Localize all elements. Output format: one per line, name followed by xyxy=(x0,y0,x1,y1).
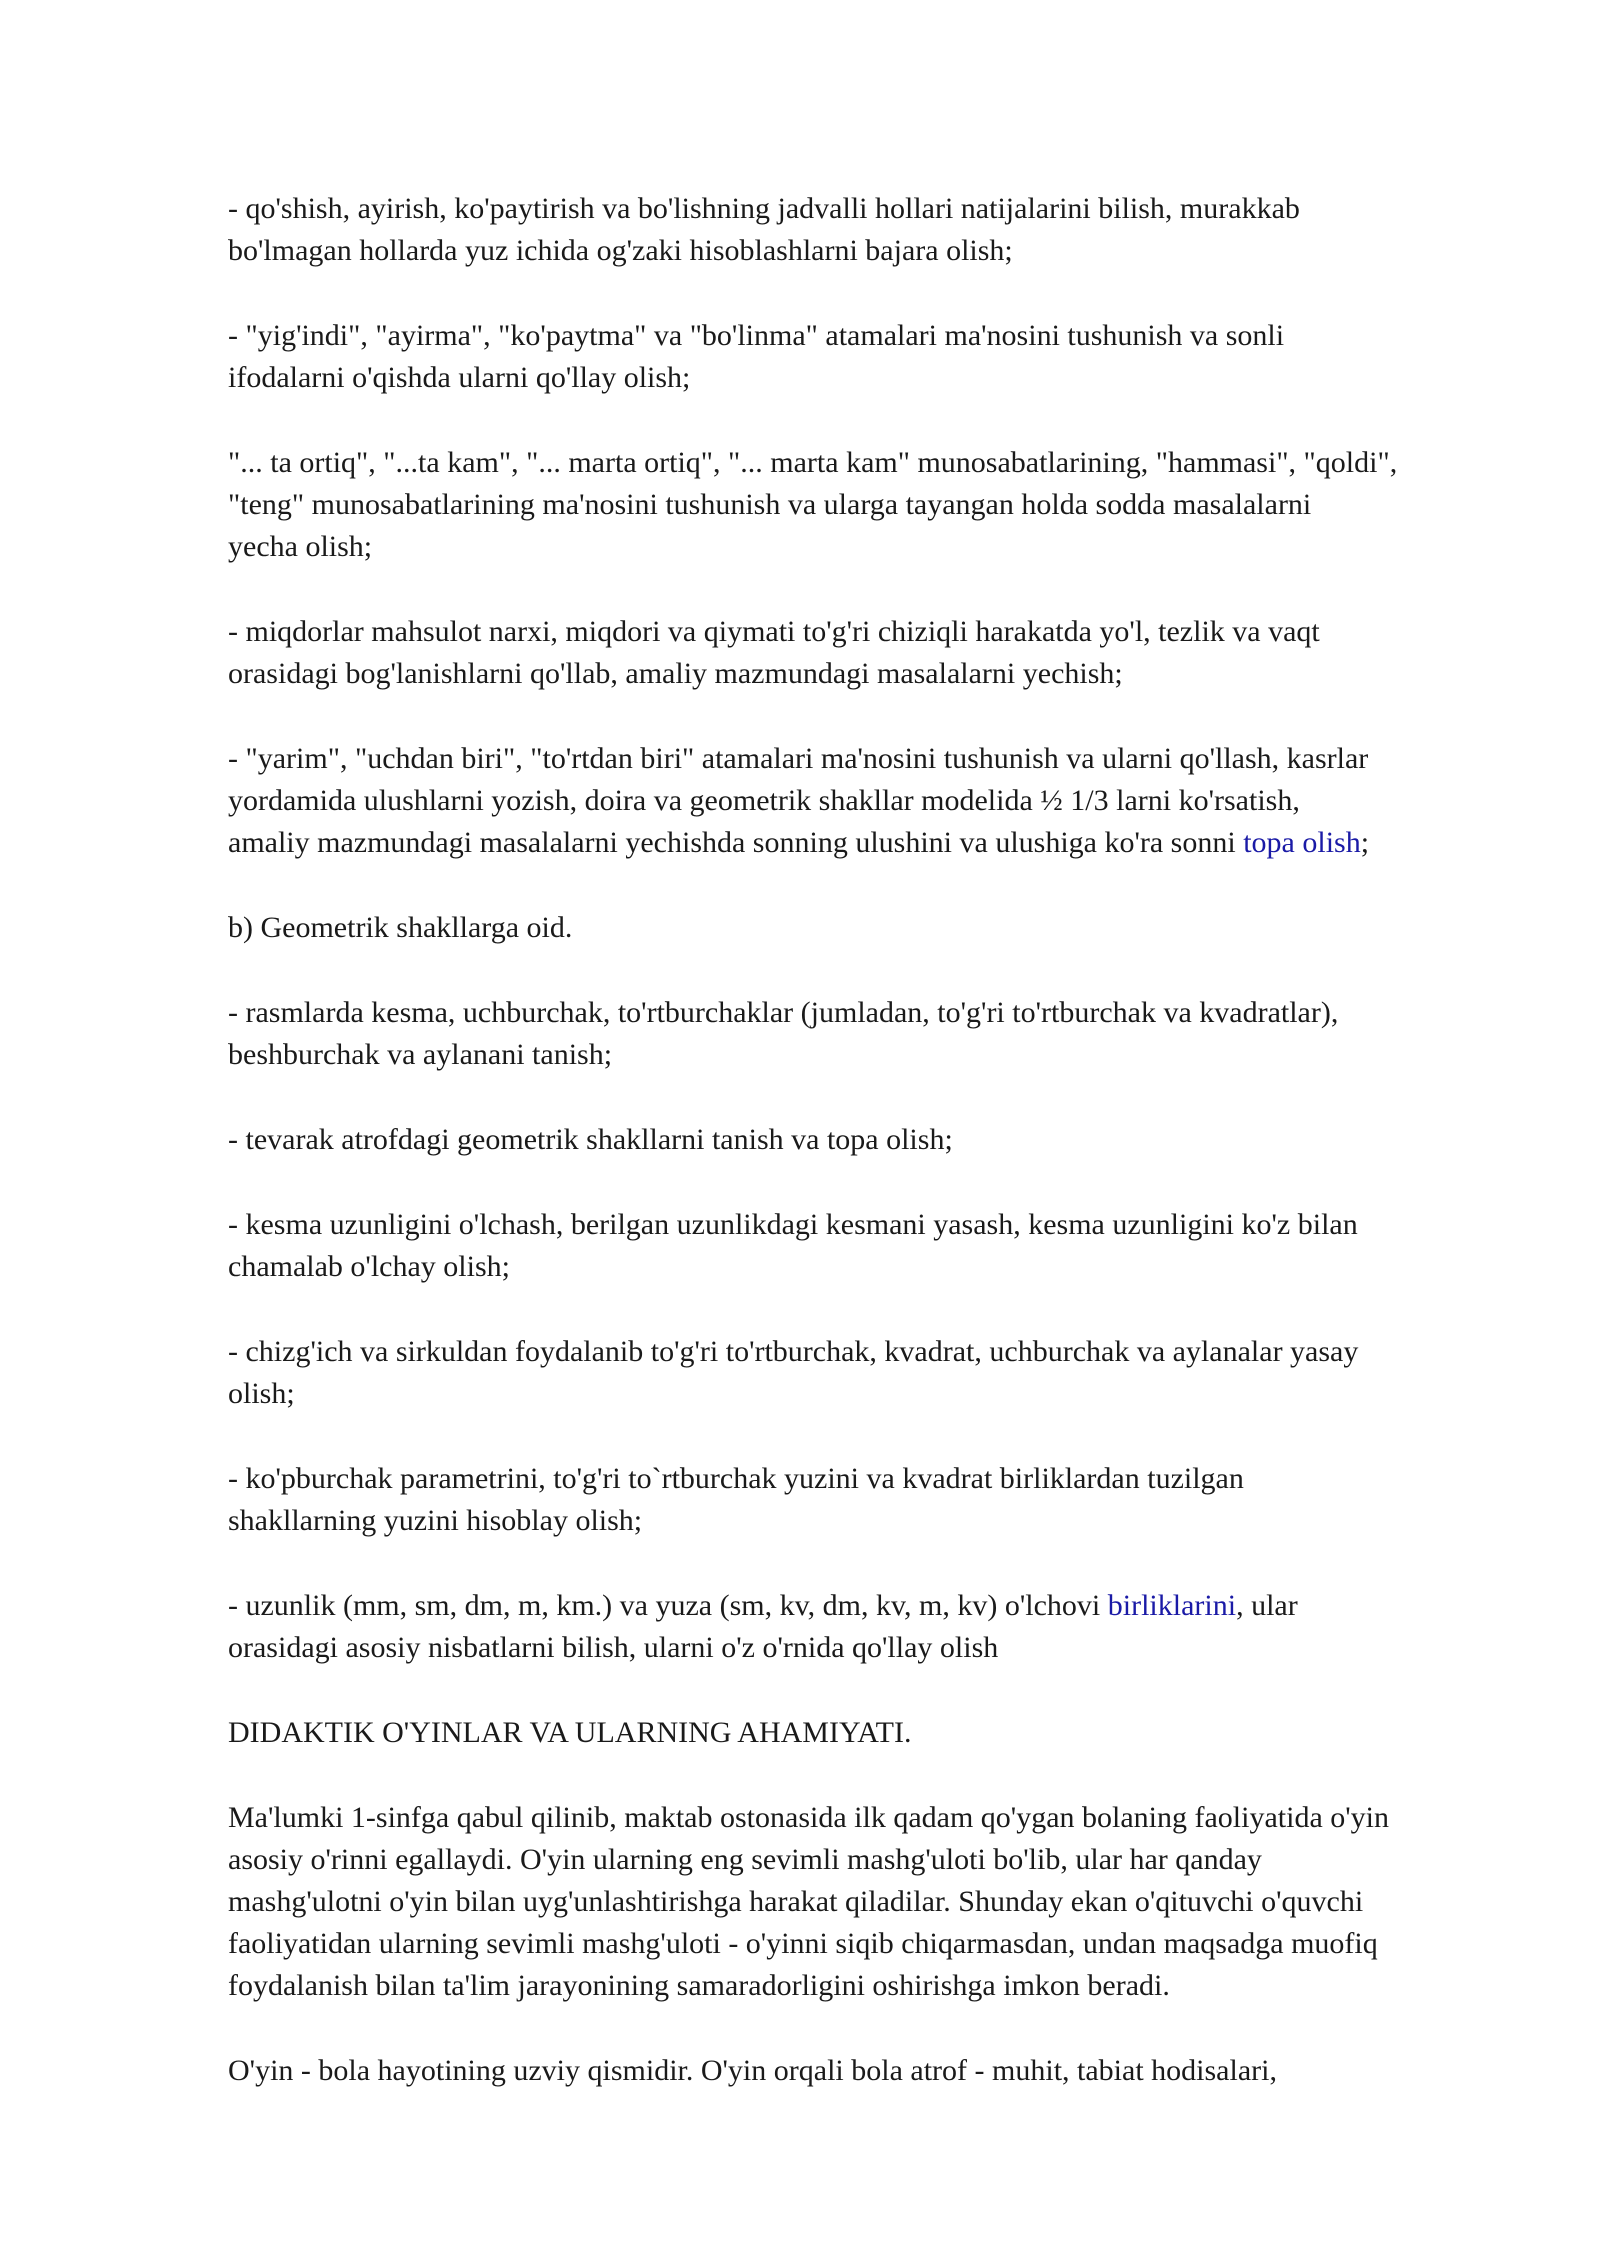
section-heading-geometry xyxy=(228,907,1488,949)
paragraph-game-life xyxy=(228,2050,1488,2092)
text-line: "... ta ortiq", "...ta kam", "... marta ortiq", "... marta kam" munosabatlarining, "hammasi", "qoldi", xyxy=(228,446,1398,479)
birliklarini-link[interactable]: birliklarini xyxy=(1107,1589,1237,1622)
text-line: - "yarim", "uchdan biri", "to'rtdan biri" atamalari ma'nosini tushunish va ularni qo'llash, kasrlar xyxy=(228,742,1369,775)
text-line: - miqdorlar mahsulot narxi, miqdori va qiymati to'g'ri chiziqli harakatda yo'l, tezlik va vaqt xyxy=(228,615,1320,648)
section-heading-didactic-games xyxy=(228,1712,1488,1754)
paragraph-units xyxy=(228,1585,1488,1669)
text-line: b) Geometrik shakllarga oid. xyxy=(228,911,573,944)
paragraph-game-importance xyxy=(228,1797,1488,2007)
document-page xyxy=(228,188,1488,2135)
paragraph-surroundings-shapes xyxy=(228,1119,1488,1161)
text-line: ifodalarni o'qishda ularni qo'llay olish; xyxy=(228,361,691,394)
paragraph-quantities xyxy=(228,611,1488,695)
topa-olish-link[interactable]: topa olish xyxy=(1243,826,1361,859)
paragraph-shapes-recognition xyxy=(228,992,1488,1076)
paragraph-arithmetic-skills xyxy=(228,188,1488,272)
text-line: - qo'shish, ayirish, ko'paytirish va bo'lishning jadvalli hollari natijalarini bilish, murakkab xyxy=(228,192,1300,225)
text-line: yordamida ulushlarni yozish, doira va geometrik shakllar modelida ½ 1/3 larni ko'rsatish, xyxy=(228,784,1300,817)
text-line: yecha olish; xyxy=(228,530,373,563)
text-line: asosiy o'rinni egallaydi. O'yin ularning eng sevimli mashg'uloti bo'lib, ular har qanday xyxy=(228,1843,1262,1876)
text-line: "teng" munosabatlarining ma'nosini tushunish va ularga tayangan holda sodda masalalarni xyxy=(228,488,1312,521)
text-line: chamalab o'lchay olish; xyxy=(228,1250,510,1283)
text-line: olish; xyxy=(228,1377,295,1410)
text-line: - ko'pburchak parametrini, to'g'ri to`rtburchak yuzini va kvadrat birliklardan tuzilgan xyxy=(228,1462,1244,1495)
text-line: orasidagi asosiy nisbatlarni bilish, ularni o'z o'rnida qo'llay olish xyxy=(228,1631,999,1664)
text-line: faoliyatidan ularning sevimli mashg'uloti - o'yinni siqib chiqarmasdan, undan maqsadga muofiq xyxy=(228,1927,1378,1960)
text-line: - rasmlarda kesma, uchburchak, to'rtburchaklar (jumladan, to'g'ri to'rtburchak va kvadratlar), xyxy=(228,996,1339,1029)
paragraph-perimeter-area xyxy=(228,1458,1488,1542)
paragraph-fractions xyxy=(228,738,1488,864)
text-line: O'yin - bola hayotining uzviy qismidir. O'yin orqali bola atrof - muhit, tabiat hodisalari, xyxy=(228,2054,1277,2087)
text-line: - chizg'ich va sirkuldan foydalanib to'g'ri to'rtburchak, kvadrat, uchburchak va aylanalar yasay xyxy=(228,1335,1359,1368)
text-line: - tevarak atrofdagi geometrik shakllarni tanish va topa olish; xyxy=(228,1123,953,1156)
text-line: Ma'lumki 1-sinfga qabul qilinib, maktab ostonasida ilk qadam qo'ygan bolaning faoliyatida o'yin xyxy=(228,1801,1390,1834)
text-line: foydalanish bilan ta'lim jarayonining samaradorligini oshirishga imkon beradi. xyxy=(228,1969,1170,2002)
text-line: amaliy mazmundagi masalalarni yechishda sonning ulushini va ulushiga ko'ra sonni xyxy=(228,826,1244,859)
text-line: - kesma uzunligini o'lchash, berilgan uzunlikdagi kesmani yasash, kesma uzunligini ko'z bilan xyxy=(228,1208,1358,1241)
text-fragment: - uzunlik (mm, sm, dm, m, km.) va yuza (sm, kv, dm, kv, m, kv) o'lchovi xyxy=(228,1589,1108,1622)
paragraph-ruler-compass xyxy=(228,1331,1488,1415)
paragraph-relations xyxy=(228,442,1488,568)
text-line: - "yig'indi", "ayirma", "ko'paytma" va "bo'linma" atamalari ma'nosini tushunish va sonli xyxy=(228,319,1285,352)
text-line: DIDAKTIK O'YINLAR VA ULARNING AHAMIYATI. xyxy=(228,1716,912,1749)
text-line: mashg'ulotni o'yin bilan uyg'unlashtirishga harakat qiladilar. Shunday ekan o'qituvchi o'quvchi xyxy=(228,1885,1364,1918)
paragraph-segment-length xyxy=(228,1204,1488,1288)
text-line: bo'lmagan hollarda yuz ichida og'zaki hisoblashlarni bajara olish; xyxy=(228,234,1013,267)
text-fragment: , ular xyxy=(1236,1589,1298,1622)
text-line: beshburchak va aylanani tanish; xyxy=(228,1038,613,1071)
text-fragment: ; xyxy=(1360,826,1370,859)
paragraph-terms xyxy=(228,315,1488,399)
text-line: shakllarning yuzini hisoblay olish; xyxy=(228,1504,643,1537)
text-line: orasidagi bog'lanishlarni qo'llab, amaliy mazmundagi masalalarni yechish; xyxy=(228,657,1123,690)
